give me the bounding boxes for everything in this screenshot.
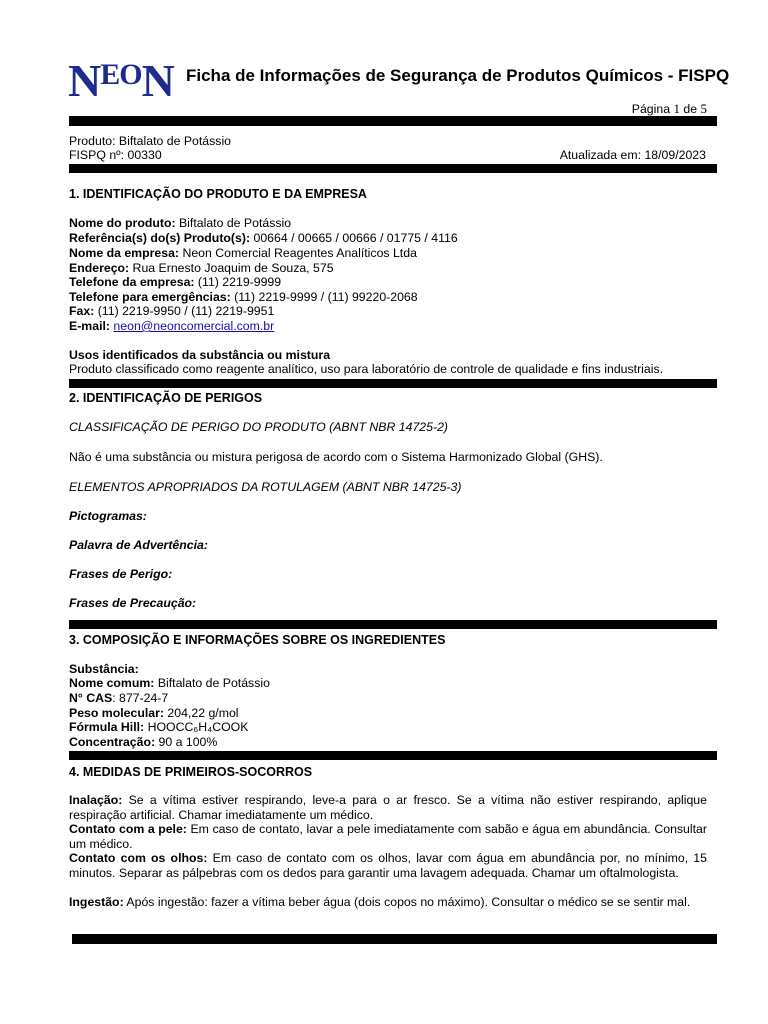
- field-telefone-emergencias: Telefone para emergências: (11) 2219-9999 / (11) 99220-2068: [69, 290, 418, 304]
- section-3-divider: [69, 751, 717, 760]
- page-total: 5: [700, 101, 707, 116]
- precaution-phrases-label: Frases de Precaução:: [69, 596, 197, 610]
- substance-label: Substância:: [69, 662, 139, 676]
- section-2-title: 2. IDENTIFICAÇÃO DE PERIGOS: [69, 391, 263, 405]
- page-label: Página: [631, 102, 671, 116]
- field-cas: N° CAS: 877-24-7: [69, 691, 169, 705]
- usos-title: Usos identificados da substância ou mistura: [69, 348, 331, 362]
- neon-logo: [68, 55, 174, 106]
- field-telefone-empresa: Telefone da empresa: (11) 2219-9999: [69, 275, 282, 289]
- fispq-number: FISPQ nº: 00330: [69, 148, 162, 162]
- email-link[interactable]: neon@neoncomercial.com.br: [113, 319, 275, 333]
- field-referencias: Referência(s) do(s) Produto(s): 00664 / 00665 / 00666 / 01775 / 4116: [69, 231, 458, 245]
- first-aid-inhalation: Inalação: Se a vítima estiver respirando, leve-a para o ar fresco. Se a vítima não estiver respirando, aplique respiração artificial. Chamar imediatamente um médico.: [69, 793, 707, 822]
- hazard-phrases-label: Frases de Perigo:: [69, 567, 173, 581]
- page-of: de: [683, 102, 698, 116]
- section-2-divider: [69, 620, 717, 629]
- first-aid-skin: Contato com a pele: Em caso de contato, lavar a pele imediatamente com sabão e água em abundância. Consultar um médico.: [69, 822, 707, 851]
- hazard-classification-heading: CLASSIFICAÇÃO DE PERIGO DO PRODUTO (ABNT NBR 14725-2): [69, 420, 449, 434]
- logo-letter-n2: N: [141, 55, 174, 106]
- meta-divider: [69, 164, 717, 173]
- section-1-title: 1. IDENTIFICAÇÃO DO PRODUTO E DA EMPRESA: [69, 187, 367, 201]
- usos-text: Produto classificado como reagente analítico, uso para laboratório de controle de qualidade e fins industriais.: [69, 362, 664, 376]
- section-3-title: 3. COMPOSIÇÃO E INFORMAÇÕES SOBRE OS INGREDIENTES: [69, 633, 446, 647]
- field-nome-empresa: Nome da empresa: Neon Comercial Reagentes Analíticos Ltda: [69, 246, 417, 260]
- field-concentracao: Concentração: 90 a 100%: [69, 735, 218, 749]
- field-endereco: Endereço: Rua Ernesto Joaquim de Souza, 575: [69, 261, 334, 275]
- first-aid-eyes: Contato com os olhos: Em caso de contato com os olhos, lavar com água em abundância por, no mínimo, 15 minutos. Separar as pálpebras com os dedos para garantir uma lavagem adequada. Chamar um oftalmologista.: [69, 851, 707, 880]
- field-peso-molecular: Peso molecular: 204,22 g/mol: [69, 706, 239, 720]
- field-fax: Fax: (11) 2219-9950 / (11) 2219-9951: [69, 304, 275, 318]
- page-number: [632, 101, 707, 117]
- signal-word-label: Palavra de Advertência:: [69, 538, 208, 552]
- header-divider: [69, 116, 717, 126]
- section-1-divider: [69, 379, 717, 388]
- logo-letter-n1: N: [68, 55, 101, 106]
- field-nome-produto: Nome do produto: Biftalato de Potássio: [69, 216, 292, 230]
- pictograms-label: Pictogramas:: [69, 509, 147, 523]
- updated-date: Atualizada em: 18/09/2023: [559, 148, 706, 162]
- field-email: E-mail: neon@neoncomercial.com.br: [69, 319, 275, 333]
- first-aid-ingestion: Ingestão: Após ingestão: fazer a vítima beber água (dois copos no máximo). Consultar o médico se se sentir mal.: [69, 895, 691, 909]
- logo-letters-eo: EO: [100, 58, 142, 91]
- field-nome-comum: Nome comum: Biftalato de Potássio: [69, 676, 270, 690]
- field-formula-hill: Fórmula Hill: HOOCC₆H₄COOK: [69, 720, 249, 734]
- section-4-divider: [72, 934, 717, 944]
- not-hazardous-text: Não é uma substância ou mistura perigosa de acordo com o Sistema Harmonizado Global (GHS).: [69, 450, 603, 464]
- labeling-elements-heading: ELEMENTOS APROPRIADOS DA ROTULAGEM (ABNT NBR 14725-3): [69, 480, 462, 494]
- product-name-line: Produto: Biftalato de Potássio: [69, 134, 232, 148]
- section-4-title: 4. MEDIDAS DE PRIMEIROS-SOCORROS: [69, 765, 313, 779]
- document-title: Ficha de Informações de Segurança de Produtos Químicos - FISPQ: [186, 66, 730, 85]
- page-current: 1: [673, 101, 680, 116]
